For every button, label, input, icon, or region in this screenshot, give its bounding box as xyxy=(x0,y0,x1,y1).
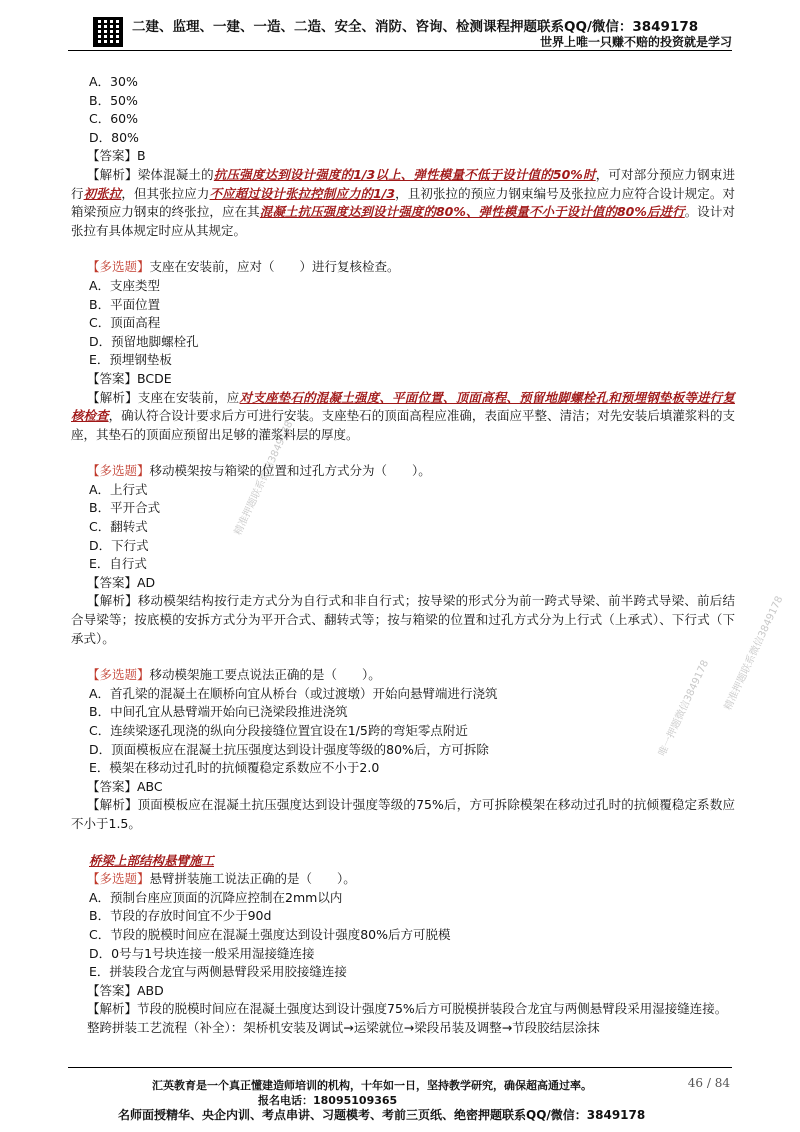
explanation: 【解析】支座在安装前，应对支座垫石的混凝土强度、平面位置、顶面高程、预留地脚螺栓孔和预埋钢垫板等进行复核检查，确认符合设计要求后方可进行安装。支座垫石的顶面高程应准确，表面应平整、清洁；对先安装后填灌浆料的支座，其垫石的顶面应预留出足够的灌浆料层的厚度。 xyxy=(71,389,735,442)
section-heading: 桥梁上部结构悬臂施工 xyxy=(89,852,215,868)
explanation: 【解析】梁体混凝土的抗压强度达到设计强度的1/3以上、弹性模量不低于设计值的50%时，可对部分预应力钢束进行初张拉，但其张拉应力不应超过设计张拉控制应力的1/3，且初张拉的预应力钢束编号及张拉应力应符合设计规定。对箱梁预应力钢束的终张拉，应在其混凝土抗压强度达到设计强度的80%、弹性模量不小于设计值的80%后进行。设计对张拉有具体规定时应从其规定。 xyxy=(71,166,735,238)
option: E．模架在移动过孔时的抗倾覆稳定系数应不小于2.0 xyxy=(89,760,380,776)
option: C．连续梁逐孔现浇的纵向分段接缝位置宜设在1/5跨的弯矩零点附近 xyxy=(89,723,468,738)
option: C．顶面高程 xyxy=(89,315,161,331)
answer: 【答案】ABC xyxy=(87,778,163,794)
header-slogan: 世界上唯一只赚不赔的投资就是学习 xyxy=(539,35,732,49)
footer-phone: 报名电话：18095109365 xyxy=(258,1094,398,1107)
option: B．平开合式 xyxy=(89,500,161,516)
process-flow: 整跨拼装工艺流程（补全）：架桥机安装及调试→运梁就位→梁段吊装及调整→节段胶结层涂抹 xyxy=(87,1019,600,1035)
question-stem: 【多选题】移动模架按与箱梁的位置和过孔方式分为（ ）。 xyxy=(87,463,431,479)
explanation: 【解析】顶面模板应在混凝土抗压强度达到设计强度等级的75%后，方可拆除模架在移动过孔时的抗倾覆稳定系数应不小于1.5。 xyxy=(71,797,735,831)
option: A．预制台座应顶面的沉降应控制在2mm以内 xyxy=(89,889,343,905)
option: E．拼装段合龙宜与两侧悬臂段采用胶接缝连接 xyxy=(89,964,347,980)
answer: 【答案】AD xyxy=(87,574,156,590)
footer-contact: 名师面授精华、央企内训、考点串讲、习题模考、考前三页纸、绝密押题联系QQ/微信：3849178 xyxy=(118,1108,646,1122)
answer: 【答案】ABD xyxy=(87,982,164,998)
question-stem: 【多选题】支座在安装前，应对（ ）进行复核检查。 xyxy=(87,259,400,275)
watermark-text: 唯一押题微信3849178 xyxy=(657,658,712,759)
footer-slogan: 汇英教育是一个真正懂建造师培训的机构，十年如一日，坚持教学研究，确保超高通过率。 xyxy=(152,1079,592,1092)
option: D．80% xyxy=(89,129,139,145)
answer: 【答案】B xyxy=(87,148,146,164)
option: B．平面位置 xyxy=(89,296,161,312)
question-stem: 【多选题】移动模架施工要点说法正确的是（ ）。 xyxy=(87,667,381,683)
option: A．支座类型 xyxy=(89,277,161,293)
option: E．预埋钢垫板 xyxy=(89,352,172,368)
option: D．顶面模板应在混凝土抗压强度达到设计强度等级的80%后，方可拆除 xyxy=(89,741,489,757)
question-stem: 【多选题】悬臂拼装施工说法正确的是（ ）。 xyxy=(87,871,356,887)
option: B．50% xyxy=(89,92,138,108)
option: C．翻转式 xyxy=(89,519,148,535)
option: B．节段的存放时间宜不少于90d xyxy=(89,908,272,924)
option: E．自行式 xyxy=(89,556,147,572)
header-contact: 二建、监理、一建、一造、二造、安全、消防、咨询、检测课程押题联系QQ/微信：3849178 xyxy=(132,19,699,35)
watermark-text: 精准押题联系微信3849178 xyxy=(232,419,296,538)
document-body xyxy=(71,73,735,1038)
option: C．节段的脱模时间应在混凝土强度达到设计强度80%后方可脱模 xyxy=(89,926,451,942)
explanation: 【解析】节段的脱模时间应在混凝土强度达到设计强度75%后方可脱模拼装段合龙宜与两侧悬臂段采用湿接缝连接。 xyxy=(87,1001,728,1017)
option: A．30% xyxy=(89,74,138,89)
option: A．首孔梁的混凝土在顺桥向宜从桥台（或过渡墩）开始向悬臂端进行浇筑 xyxy=(89,685,498,701)
header-rule xyxy=(68,50,732,51)
page-number: 46 / 84 xyxy=(687,1076,730,1090)
qr-code xyxy=(93,17,123,47)
option: B．中间孔宜从悬臂端开始向已浇梁段推进浇筑 xyxy=(89,704,348,720)
option: C．60% xyxy=(89,111,139,127)
option: A．上行式 xyxy=(89,481,148,497)
explanation: 【解析】移动模架结构按行走方式分为自行式和非自行式；按导梁的形式分为前一跨式导梁、前半跨式导梁、前后结合导梁等；按底模的安拆方式分为平开合式、翻转式等；按与箱梁的位置和过孔方式分为上行式（上承式）、下行式（下承式）。 xyxy=(71,593,735,646)
option: D．下行式 xyxy=(89,537,149,553)
footer-rule xyxy=(68,1067,732,1068)
option: D．预留地脚螺栓孔 xyxy=(89,333,199,349)
watermark-text: 精准押题联系微信3849178 xyxy=(722,594,786,713)
answer: 【答案】BCDE xyxy=(87,370,172,386)
option: D．0号与1号块连接一般采用湿接缝连接 xyxy=(89,945,315,961)
